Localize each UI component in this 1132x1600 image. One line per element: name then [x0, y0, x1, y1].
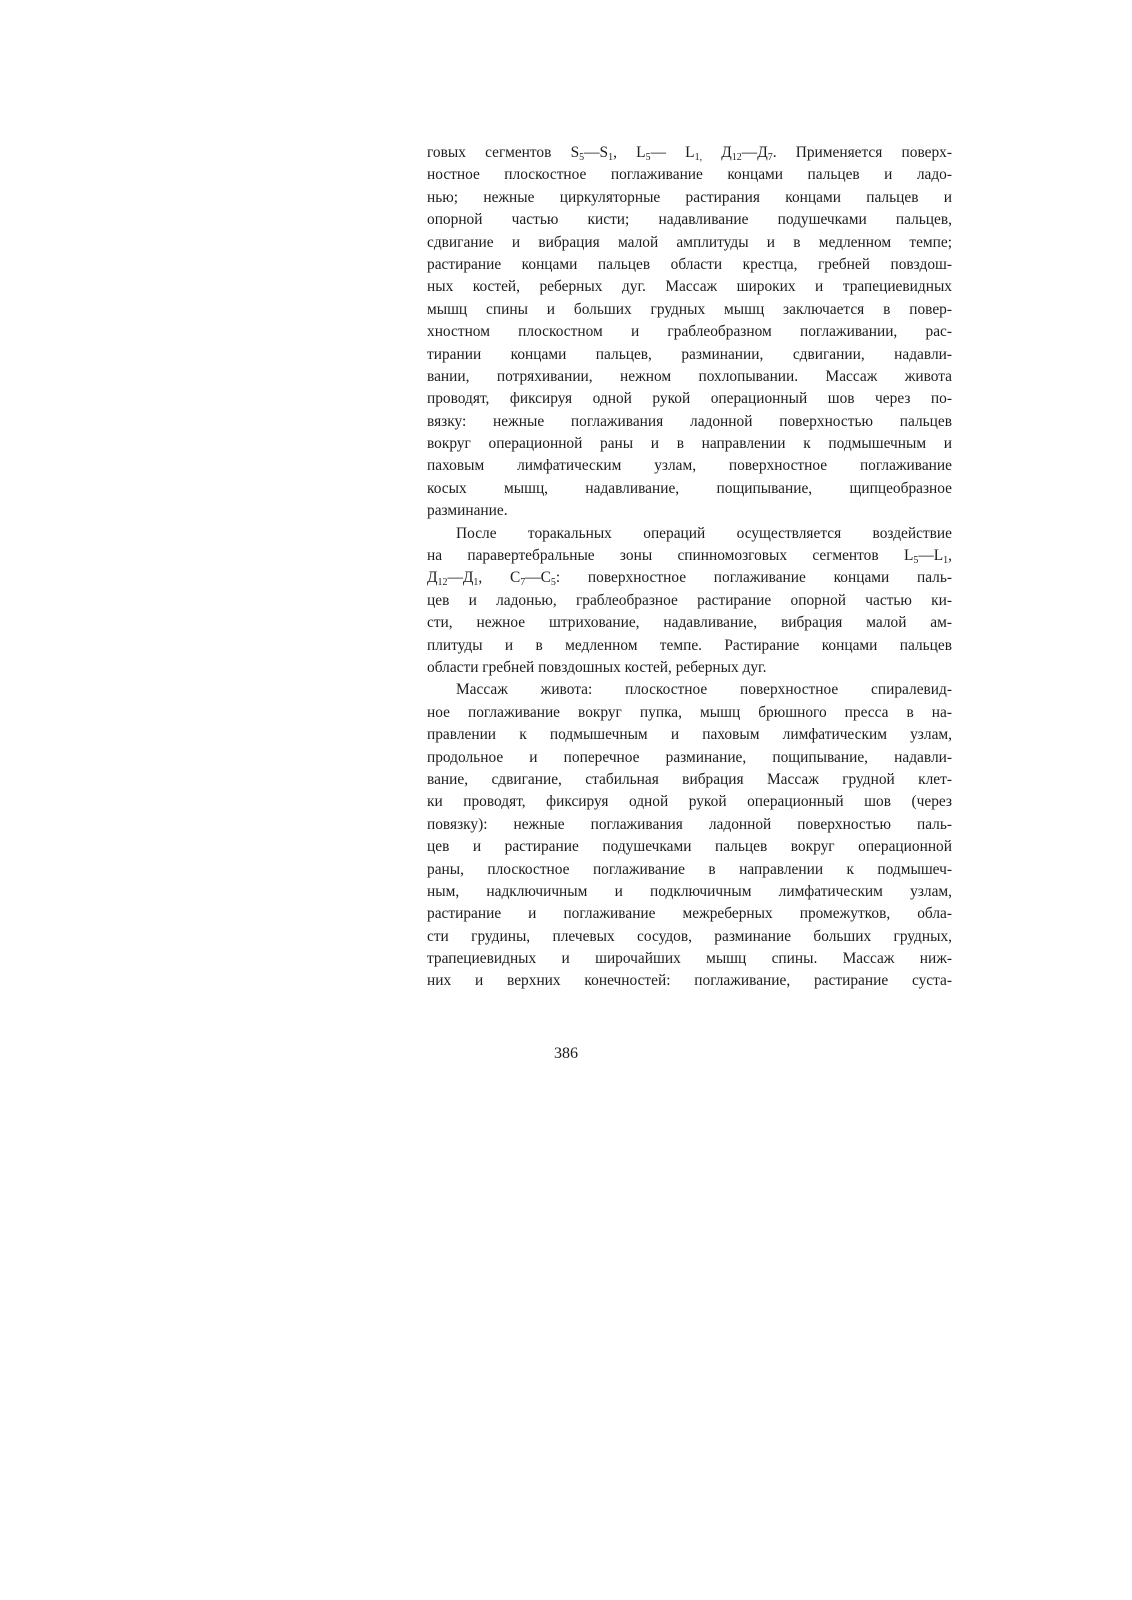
text-run: цев и растирание подушечками пальцев вокруг операционной — [427, 838, 952, 856]
text-line — [427, 612, 952, 634]
text-line — [427, 187, 952, 209]
text-run: , L — [613, 144, 646, 161]
text-run: повязку): нежные поглаживания ладонной поверхностью паль- — [427, 815, 952, 833]
text-line — [427, 321, 952, 343]
text-line — [427, 433, 952, 455]
text-run: косых мышц, надавливание, пощипывание, щипцеобразное — [427, 479, 952, 497]
text-run: Д — [702, 144, 732, 161]
text-line — [427, 657, 952, 679]
text-line — [427, 366, 952, 388]
text-line — [427, 209, 952, 231]
text-line — [427, 455, 952, 477]
text-run: плитуды и в медленном темпе. Растирание концами пальцев — [427, 636, 952, 654]
subscript: 7 — [767, 152, 773, 163]
text-run: правлении к подмышечным и паховым лимфатическим узлам, — [427, 726, 952, 744]
text-line — [427, 142, 952, 164]
text-run: на паравертебральные зоны спинномозговых сегментов L — [427, 547, 914, 565]
text-line — [427, 299, 952, 321]
text-run: продольное и поперечное разминание, пощипывание, надавли- — [427, 748, 952, 766]
text-run: ностное плоскостное поглаживание концами пальцев и ладо- — [427, 166, 952, 184]
text-line — [427, 164, 952, 186]
text-run: цев и ладонью, граблеобразное растирание опорной частью ки- — [427, 591, 952, 609]
text-line — [427, 500, 952, 522]
text-run: области гребней повздошных костей, реберных дуг. — [427, 658, 767, 676]
text-run: —Д — [447, 569, 474, 587]
subscript: 5 — [913, 555, 919, 567]
text-line — [427, 836, 952, 858]
subscript: 12 — [731, 152, 742, 163]
text-run: хностном плоскостном и граблеобразном поглаживании, рас- — [427, 323, 952, 341]
text-run: После торакальных операций осуществляется воздействие — [456, 524, 952, 542]
text-line — [427, 388, 952, 410]
text-run: мышц спины и больших грудных мышц заключается в повер- — [427, 300, 952, 318]
text-line — [427, 702, 952, 724]
text-run: проводят, фиксируя одной рукой операционный шов через по- — [427, 390, 952, 408]
subscript: 1 — [608, 152, 614, 163]
text-run: ных костей, реберных дуг. Массаж широких и трапециевидных — [427, 278, 952, 296]
text-run: —S — [584, 144, 609, 161]
text-run: раны, плоскостное поглаживание в направлении к подмышеч- — [427, 860, 952, 878]
text-line — [427, 679, 952, 701]
text-run: сти грудины, плечевых сосудов, разминание больших грудных, — [427, 927, 952, 945]
text-line — [427, 814, 952, 836]
text-run: нью; нежные циркуляторные растирания концами пальцев и — [427, 188, 952, 206]
text-run: растирание концами пальцев области крестца, гребней повздош- — [427, 255, 952, 273]
text-line — [427, 411, 952, 433]
text-run: , С — [478, 569, 521, 587]
subscript: 7 — [520, 577, 526, 589]
text-line — [427, 635, 952, 657]
text-run: . Применяется поверх- — [772, 144, 952, 161]
text-run: вязку: нежные поглаживания ладонной поверхностью пальцев — [427, 412, 952, 430]
text-run: вании, потряхивании, нежном похлопывании. Массаж живота — [427, 367, 952, 385]
text-run: , — [948, 547, 952, 565]
subscript: 1 — [943, 555, 949, 567]
text-line — [427, 970, 952, 992]
text-line — [427, 254, 952, 276]
text-line — [427, 344, 952, 366]
text-run: Д — [427, 569, 438, 587]
subscript: 1 — [473, 577, 479, 589]
text-run: Массаж живота: плоскостное поверхностное спиралевид- — [456, 681, 952, 699]
text-run: —L — [918, 547, 944, 565]
text-run: —С — [525, 569, 551, 587]
text-run: разминание. — [427, 502, 508, 520]
text-line — [427, 232, 952, 254]
text-run: говых сегментов S — [427, 144, 580, 161]
text-run: них и верхних конечностей: поглаживание, растирание суста- — [427, 972, 952, 990]
text-run: паховым лимфатическим узлам, поверхностное поглаживание — [427, 457, 952, 475]
page-number: 386 — [554, 1045, 578, 1062]
paragraph-2 — [427, 523, 952, 680]
text-line — [427, 903, 952, 925]
text-line — [427, 545, 952, 567]
text-line — [427, 478, 952, 500]
text-line — [427, 769, 952, 791]
subscript: 1, — [694, 152, 703, 163]
paragraph-1 — [427, 142, 952, 523]
text-run: — L — [650, 144, 695, 161]
text-line — [427, 590, 952, 612]
text-run: ным, надключичным и подключичным лимфатическим узлам, — [427, 882, 952, 900]
text-line — [427, 859, 952, 881]
text-run: ное поглаживание вокруг пупка, мышц брюшного пресса в на- — [427, 703, 952, 721]
text-line — [427, 926, 952, 948]
text-line — [427, 791, 952, 813]
text-run: сти, нежное штрихование, надавливание, вибрация малой ам- — [427, 614, 952, 632]
text-run: вание, сдвигание, стабильная вибрация Массаж грудной клет- — [427, 770, 952, 788]
text-line — [427, 523, 952, 545]
text-run: сдвигание и вибрация малой амплитуды и в медленном темпе; — [427, 233, 952, 251]
text-line — [427, 276, 952, 298]
text-run: трапециевидных и широчайших мышц спины. Массаж ниж- — [427, 950, 952, 968]
subscript: 5 — [579, 152, 585, 163]
subscript: 5 — [550, 577, 556, 589]
body-text — [427, 142, 952, 993]
text-run: : поверхностное поглаживание концами паль- — [555, 569, 953, 587]
text-run: опорной частью кисти; надавливание подушечками пальцев, — [427, 211, 952, 229]
text-line — [427, 881, 952, 903]
text-line — [427, 724, 952, 746]
text-run: вокруг операционной раны и в направлении к подмышечным и — [427, 435, 952, 453]
text-run: —Д — [741, 144, 768, 161]
text-run: ки проводят, фиксируя одной рукой операционный шов (через — [427, 793, 952, 811]
subscript: 12 — [437, 577, 448, 589]
subscript: 5 — [645, 152, 651, 163]
text-line — [427, 747, 952, 769]
paragraph-3 — [427, 679, 952, 992]
text-run: тирании концами пальцев, разминании, сдвигании, надавли- — [427, 345, 952, 363]
text-line — [427, 567, 952, 589]
text-line — [427, 948, 952, 970]
text-run: растирание и поглаживание межреберных промежутков, обла- — [427, 905, 952, 923]
